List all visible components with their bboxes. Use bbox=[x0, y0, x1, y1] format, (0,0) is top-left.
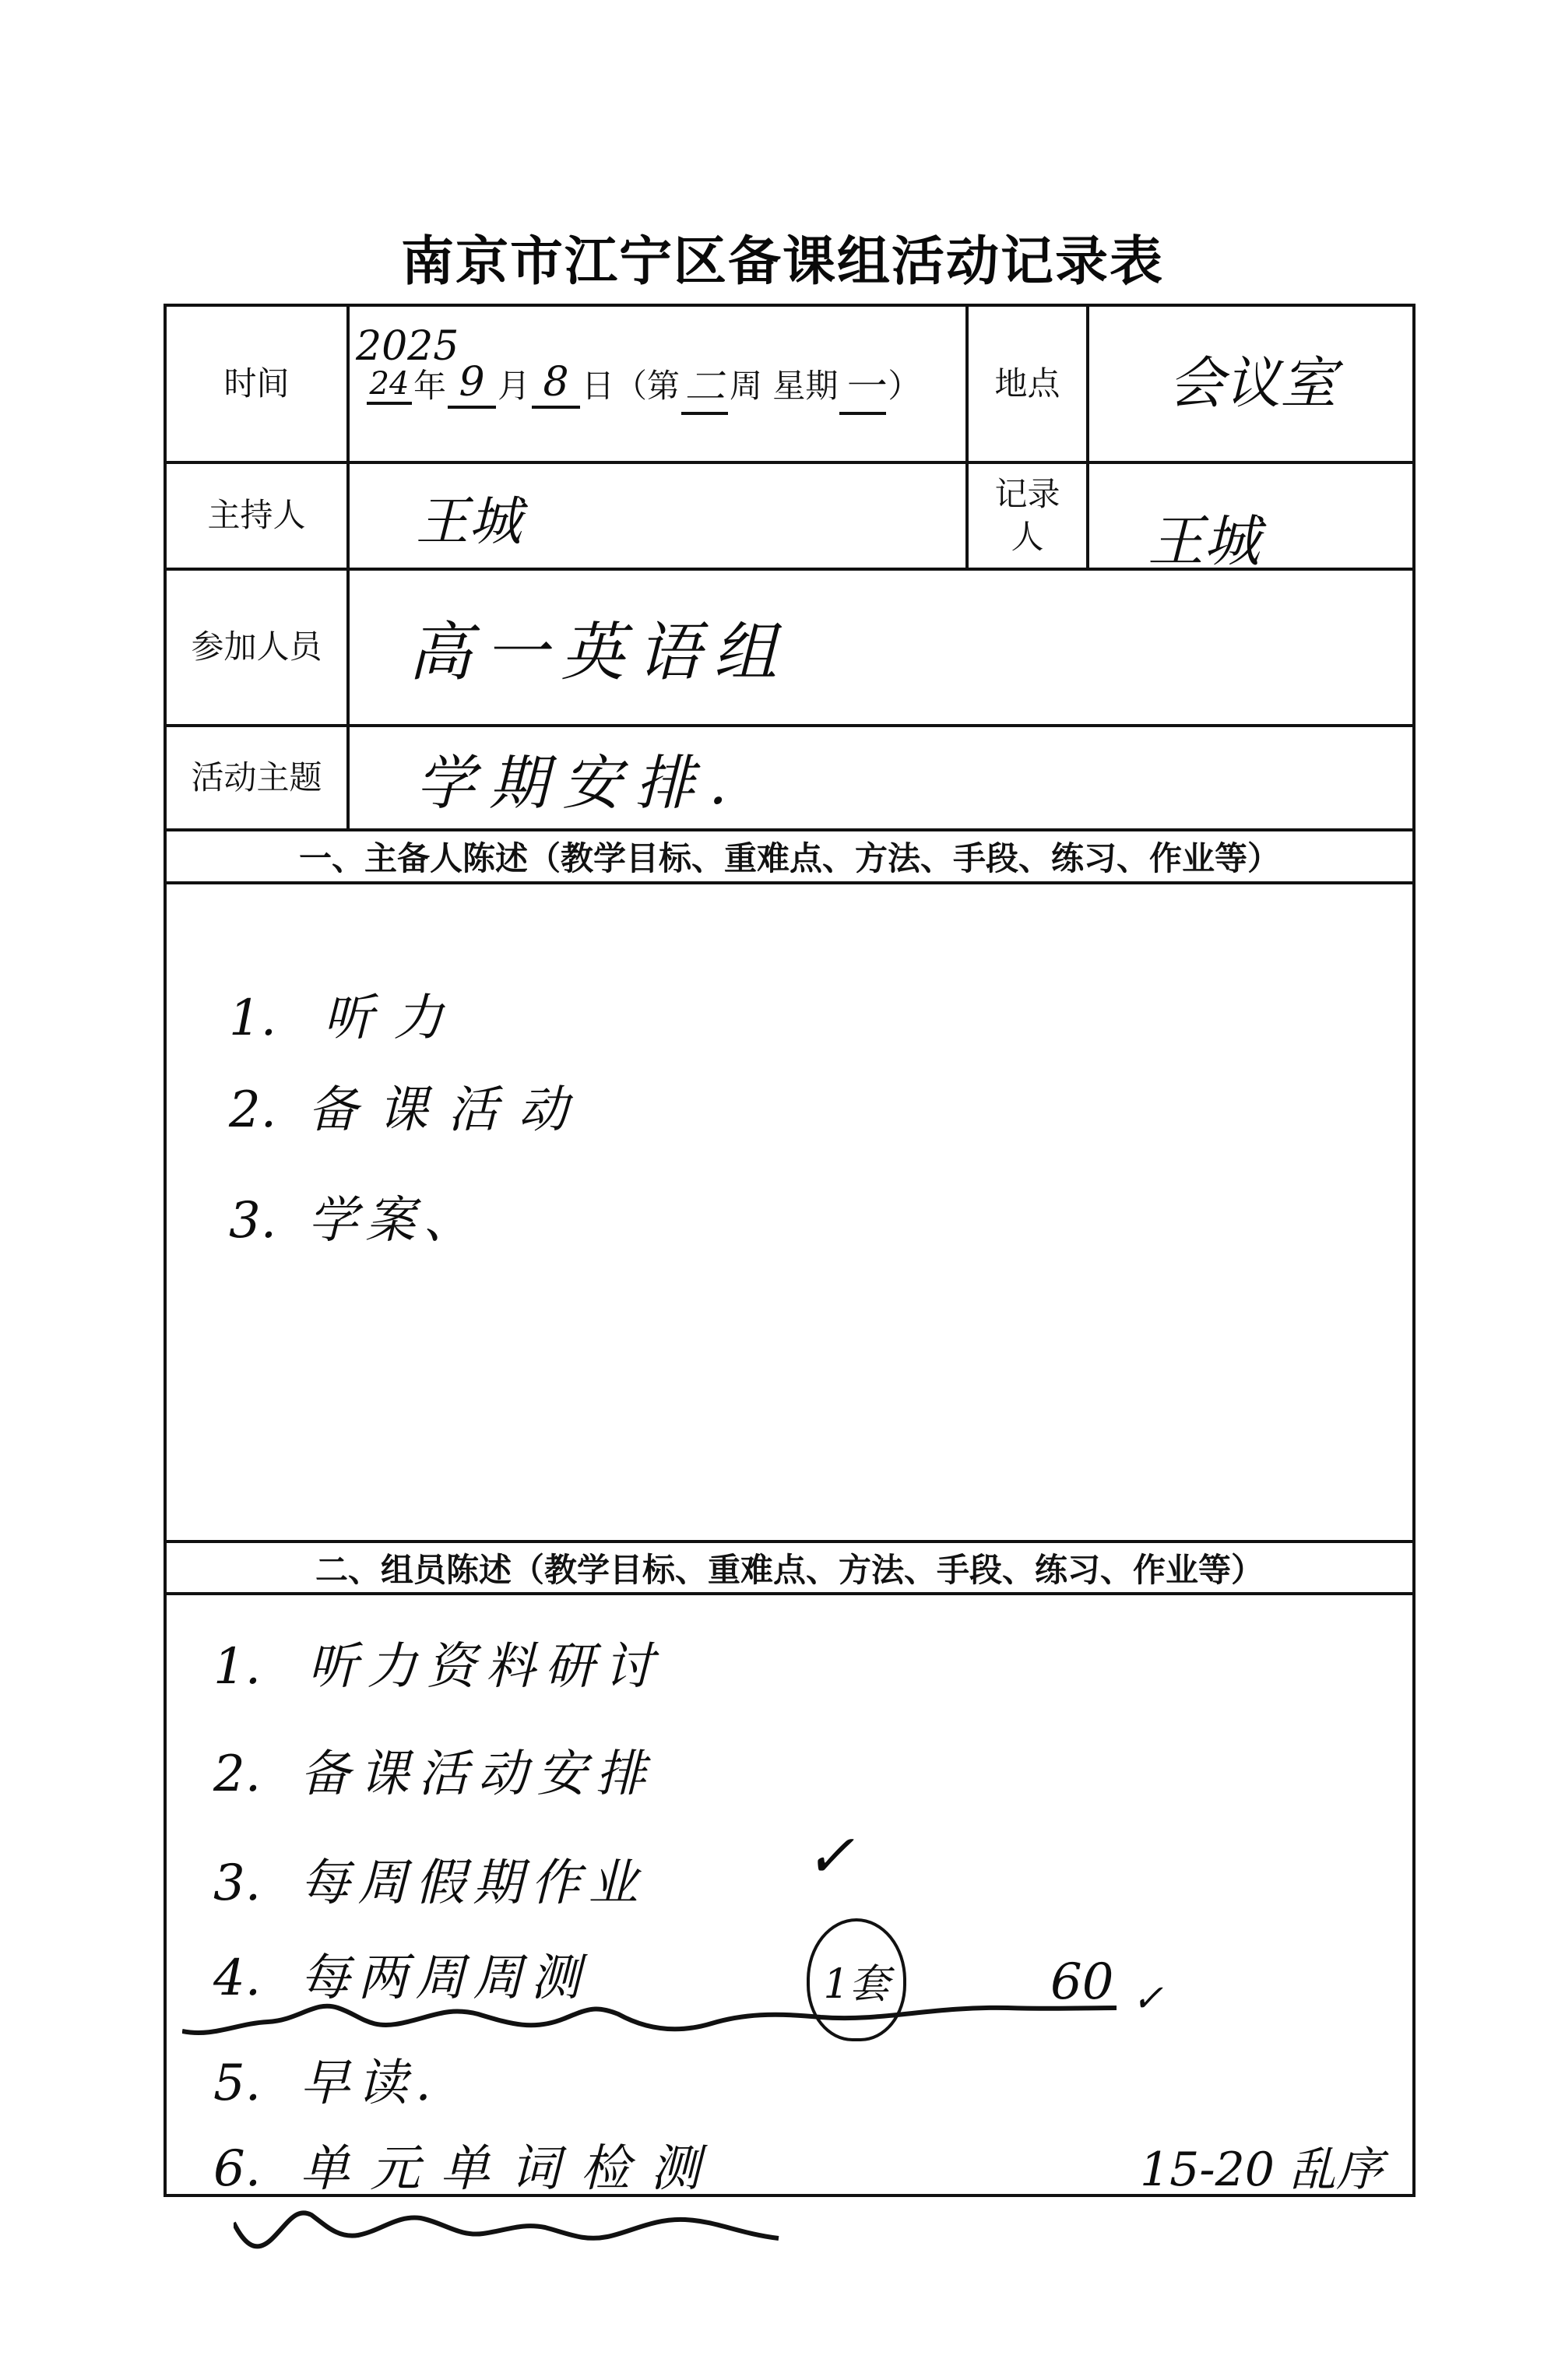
participants-value[interactable]: 高一英语组 bbox=[408, 616, 790, 690]
section-2-item bbox=[213, 1938, 588, 2009]
recorder-label-line2: 人 bbox=[1011, 517, 1044, 556]
wavy-underline bbox=[182, 2000, 1148, 2047]
week-suffix: 周 星期 bbox=[730, 367, 839, 405]
item-number: 6. bbox=[213, 2140, 262, 2198]
item-number: 4. bbox=[213, 1949, 262, 2007]
record-table bbox=[164, 304, 1416, 2197]
wavy-underline bbox=[234, 2207, 825, 2262]
section-2-heading: 二、组员陈述（教学目标、重难点、方法、手段、练习、作业等） bbox=[315, 1550, 1264, 1589]
recorder-label-line1: 记录 bbox=[994, 474, 1060, 513]
week-value: 二 bbox=[684, 363, 726, 410]
item-number: 3. bbox=[213, 1854, 262, 1912]
section-2-item bbox=[213, 2043, 439, 2115]
item-number: 5. bbox=[213, 2055, 262, 2112]
day-value: 8 bbox=[543, 359, 569, 406]
item-text: 每两周周测 bbox=[300, 1949, 589, 2007]
item-text: 备课活动 bbox=[308, 1081, 589, 1139]
item-number: 3. bbox=[229, 1192, 277, 1250]
item-number: 1. bbox=[213, 1638, 262, 1696]
year-suffix: 年 bbox=[413, 367, 447, 405]
close-paren: ） bbox=[888, 367, 921, 405]
section-1-item bbox=[229, 1070, 588, 1141]
check-mark-icon: ✓ bbox=[805, 1821, 855, 1890]
recorder-label bbox=[969, 464, 1086, 568]
item-text: 备课活动安排 bbox=[300, 1745, 656, 1803]
section-1-item bbox=[229, 978, 463, 1049]
circled-annotation: 1套 bbox=[807, 1918, 906, 2041]
section-2-item bbox=[213, 1734, 655, 1805]
weekday-value: 一 bbox=[842, 363, 884, 410]
section-1-item bbox=[229, 1180, 480, 1252]
location-label: 地点 bbox=[994, 364, 1060, 403]
item-text: 早读. bbox=[300, 2055, 439, 2112]
annotation-number: 60 bbox=[1050, 1953, 1114, 2011]
section-2-item bbox=[213, 1626, 663, 1698]
section-2-content[interactable] bbox=[167, 1595, 1412, 2197]
day-suffix: 日（第 bbox=[582, 367, 681, 405]
time-field[interactable] bbox=[350, 307, 965, 461]
recorder-value[interactable]: 王城 bbox=[1148, 508, 1261, 574]
week-blank bbox=[681, 353, 728, 415]
section-1-content[interactable] bbox=[167, 884, 1412, 1540]
theme-label: 活动主题 bbox=[191, 758, 322, 796]
year-value: 2025 bbox=[356, 322, 459, 370]
month-suffix: 月 bbox=[498, 367, 531, 405]
year-struck-value: 24 bbox=[369, 365, 410, 402]
host-value[interactable]: 王城 bbox=[416, 490, 522, 553]
item-text: 每周假期作业 bbox=[300, 1854, 646, 1912]
row-divider bbox=[167, 461, 1412, 464]
time-label: 时间 bbox=[223, 364, 290, 403]
item-text: 听力资料研讨 bbox=[308, 1638, 663, 1696]
form-title: 南京市江宁区备课组活动记录表 bbox=[400, 231, 1164, 293]
item-number: 1. bbox=[229, 990, 277, 1047]
theme-value[interactable]: 学期安排. bbox=[416, 747, 742, 817]
year-blank bbox=[356, 322, 459, 405]
host-label: 主持人 bbox=[207, 496, 306, 535]
check-mark-icon: ✓ bbox=[1132, 1977, 1164, 2020]
item-text: 听力 bbox=[323, 990, 464, 1047]
section-2-item bbox=[213, 2129, 720, 2200]
date-line bbox=[356, 307, 921, 461]
item-text: 单元单词检测 bbox=[300, 2140, 721, 2198]
item-number: 2. bbox=[229, 1081, 277, 1139]
month-value: 9 bbox=[459, 359, 485, 406]
participants-label: 参加人员 bbox=[191, 628, 322, 666]
weekday-blank bbox=[839, 353, 886, 415]
location-value[interactable]: 会议室 bbox=[1168, 350, 1337, 417]
item-text: 学案、 bbox=[308, 1192, 481, 1250]
section-2-item bbox=[213, 1843, 645, 1914]
day-blank bbox=[532, 359, 580, 409]
section-1-heading: 一、主备人陈述（教学目标、重难点、方法、手段、练习、作业等） bbox=[298, 839, 1280, 877]
item-6-note: 15-20 乱序 bbox=[1140, 2143, 1384, 2197]
item-number: 2. bbox=[213, 1745, 262, 1803]
